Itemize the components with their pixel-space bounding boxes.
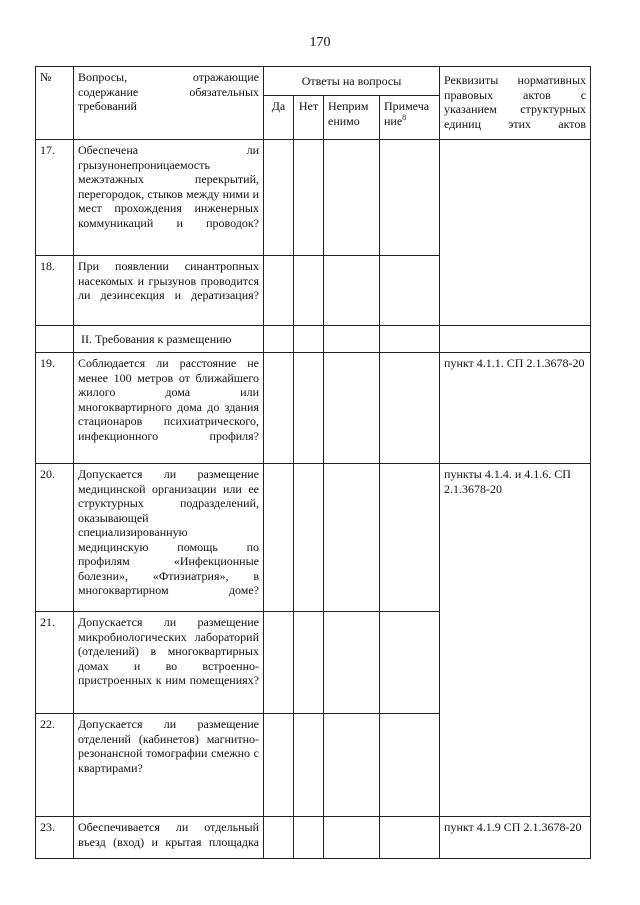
answer-note-cell[interactable] (380, 256, 440, 326)
row-question: Обеспечивается ли отдельный въезд (вход) и крытая площадка (74, 817, 264, 859)
answer-note-cell[interactable] (380, 817, 440, 859)
table-row (36, 140, 591, 256)
answer-yes-cell[interactable] (264, 256, 294, 326)
answer-no-cell[interactable] (294, 464, 324, 612)
row-number: 18. (36, 256, 74, 326)
header-not-applicable: Неприм енимо (324, 96, 380, 140)
section-num-cell (36, 326, 74, 353)
header-row (36, 67, 591, 96)
header-note-text: Примеча ние (384, 99, 430, 128)
answer-note-cell[interactable] (380, 140, 440, 256)
header-questions: Вопросы, отражающие содержание обязательных требований (74, 67, 264, 140)
row-question: Допускается ли размещение отделений (кабинетов) магнитно-резонансной томографии смежно с квартирами? (74, 714, 264, 817)
answer-no-cell[interactable] (294, 140, 324, 256)
row-question: Соблюдается ли расстояние не менее 100 метров от ближайшего жилого дома или многоквартирного дома до здания стационаров психиатрического, инфекционного профиля? (74, 353, 264, 464)
section-title: II. Требования к размещению (74, 326, 264, 353)
header-note-footnote: 8 (402, 112, 407, 122)
row-number: 22. (36, 714, 74, 817)
row-requisite (440, 140, 591, 326)
answer-na-cell[interactable] (324, 464, 380, 612)
answer-note-cell[interactable] (380, 714, 440, 817)
section-empty-cell (440, 326, 591, 353)
answer-no-cell[interactable] (294, 714, 324, 817)
row-number: 19. (36, 353, 74, 464)
answer-yes-cell[interactable] (264, 140, 294, 256)
row-question: При появлении синантропных насекомых и грызунов проводится ли дезинсекция и дератизация? (74, 256, 264, 326)
row-number: 17. (36, 140, 74, 256)
table-row (36, 817, 591, 859)
answer-na-cell[interactable] (324, 714, 380, 817)
row-number: 21. (36, 612, 74, 714)
row-question: Допускается ли размещение медицинской организации или ее структурных подразделений, оказывающей специализированную медицинскую помощь по профилям «Инфекционные болезни», «Фтизиатрия», в многоквартирном доме? (74, 464, 264, 612)
answer-no-cell[interactable] (294, 612, 324, 714)
answer-yes-cell[interactable] (264, 353, 294, 464)
answer-yes-cell[interactable] (264, 612, 294, 714)
row-question: Обеспечена ли грызунонепроницаемость межэтажных перекрытий, перегородок, стыков между ними и мест прохождения инженерных коммуникаций и проводок? (74, 140, 264, 256)
header-note (380, 96, 440, 140)
answer-yes-cell[interactable] (264, 714, 294, 817)
header-yes: Да (264, 96, 294, 140)
answer-no-cell[interactable] (294, 256, 324, 326)
table-row (36, 464, 591, 612)
answer-na-cell[interactable] (324, 817, 380, 859)
answer-note-cell[interactable] (380, 612, 440, 714)
answer-na-cell[interactable] (324, 353, 380, 464)
section-empty-cell (380, 326, 440, 353)
answer-na-cell[interactable] (324, 256, 380, 326)
row-question: Допускается ли размещение микробиологических лабораторий (отделений) в многоквартирных домах и во встроенно-пристроенных к ним помещениях? (74, 612, 264, 714)
row-requisite: пункт 4.1.9 СП 2.1.3678-20 (440, 817, 591, 859)
page-number: 170 (309, 35, 331, 50)
header-answers: Ответы на вопросы (264, 67, 440, 96)
section-empty-cell (294, 326, 324, 353)
row-number: 23. (36, 817, 74, 859)
answer-na-cell[interactable] (324, 140, 380, 256)
answer-yes-cell[interactable] (264, 817, 294, 859)
answer-no-cell[interactable] (294, 353, 324, 464)
table-row (36, 353, 591, 464)
header-num: № (36, 67, 74, 140)
answer-na-cell[interactable] (324, 612, 380, 714)
row-number: 20. (36, 464, 74, 612)
answer-note-cell[interactable] (380, 353, 440, 464)
section-row (36, 326, 591, 353)
answer-yes-cell[interactable] (264, 464, 294, 612)
section-empty-cell (264, 326, 294, 353)
checklist-table (35, 66, 591, 859)
row-requisite: пункт 4.1.1. СП 2.1.3678-20 (440, 353, 591, 464)
header-no: Нет (294, 96, 324, 140)
section-empty-cell (324, 326, 380, 353)
header-requisites: Реквизиты нормативных правовых актов с указанием структурных единиц этих актов (440, 67, 591, 140)
row-requisite: пункты 4.1.4. и 4.1.6. СП 2.1.3678-20 (440, 464, 591, 817)
answer-note-cell[interactable] (380, 464, 440, 612)
answer-no-cell[interactable] (294, 817, 324, 859)
